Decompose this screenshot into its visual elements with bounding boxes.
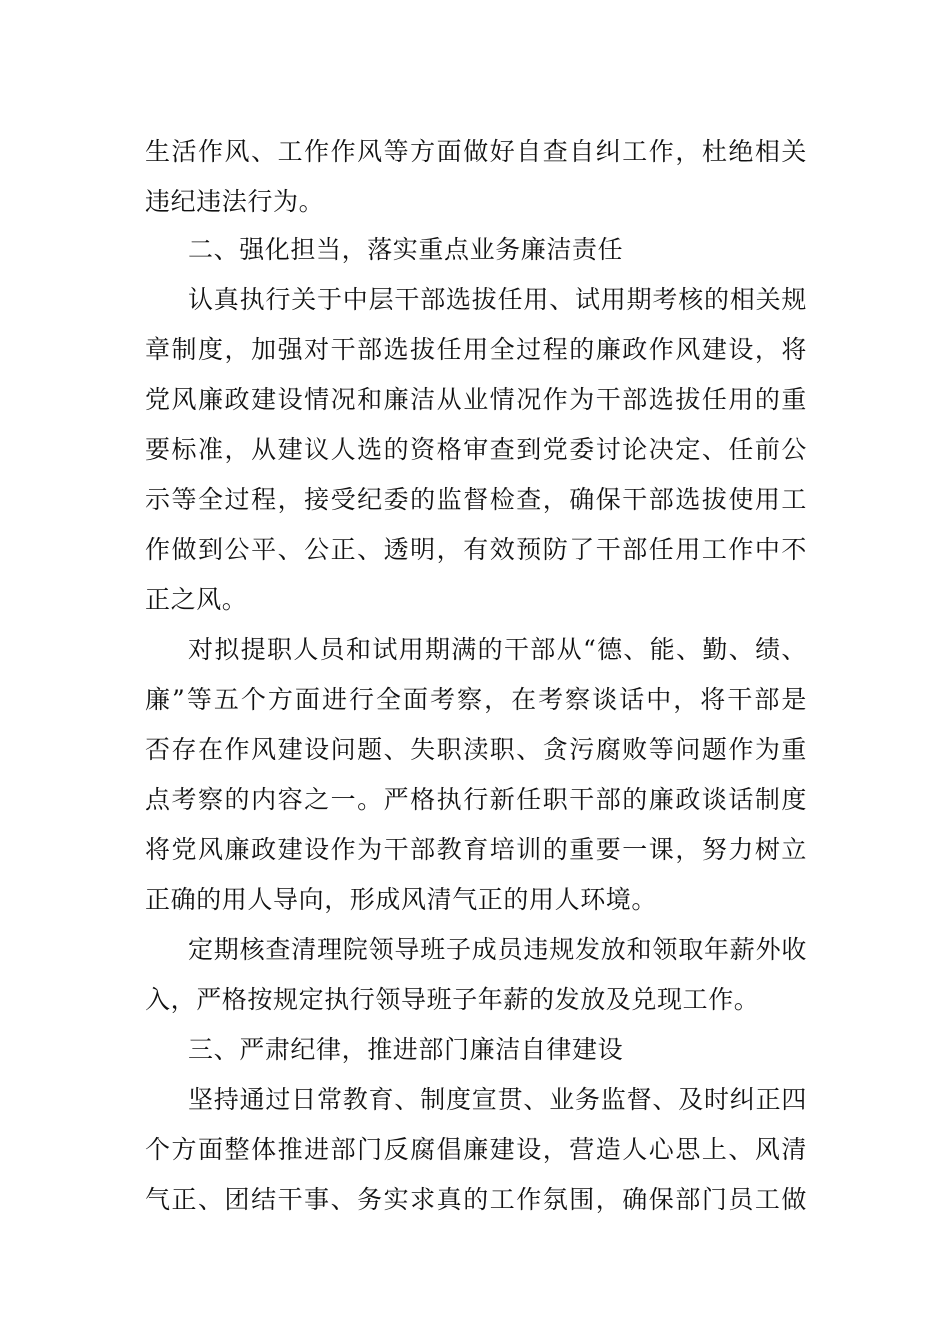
text-line: 气正、团结干事、务实求真的工作氛围，确保部门员工做 (145, 1185, 807, 1214)
section-heading: 三、严肃纪律，推进部门廉洁自律建设 (188, 1035, 624, 1064)
text-line: 对拟提职人员和试用期满的干部从“德、能、勤、绩、 (188, 635, 807, 664)
text-line: 正之风。 (145, 585, 248, 614)
text-line: 将党风廉政建设作为干部教育培训的重要一课，努力树立 (145, 835, 807, 864)
text-line: 否存在作风建设问题、失职渎职、贪污腐败等问题作为重 (145, 735, 807, 764)
text-line: 生活作风、工作作风等方面做好自查自纠工作，杜绝相关 (145, 137, 807, 166)
text-line: 违纪违法行为。 (145, 187, 325, 216)
text-line: 廉”等五个方面进行全面考察，在考察谈话中，将干部是 (145, 685, 807, 714)
text-line: 党风廉政建设情况和廉洁从业情况作为干部选拔任用的重 (145, 385, 807, 414)
text-line: 定期核查清理院领导班子成员违规发放和领取年薪外收 (188, 935, 807, 964)
text-line: 正确的用人导向，形成风清气正的用人环境。 (145, 885, 658, 914)
text-line: 入，严格按规定执行领导班子年薪的发放及兑现工作。 (145, 985, 760, 1014)
section-heading: 二、强化担当，落实重点业务廉洁责任 (188, 235, 624, 264)
text-line: 要标准，从建议人选的资格审查到党委讨论决定、任前公 (145, 435, 807, 464)
text-line: 个方面整体推进部门反腐倡廉建设，营造人心思上、风清 (145, 1135, 807, 1164)
text-line: 示等全过程，接受纪委的监督检查，确保干部选拔使用工 (145, 485, 807, 514)
text-line: 认真执行关于中层干部选拔任用、试用期考核的相关规 (188, 285, 807, 314)
text-line: 作做到公平、公正、透明，有效预防了干部任用工作中不 (145, 535, 807, 564)
text-line: 章制度，加强对干部选拔任用全过程的廉政作风建设，将 (145, 335, 807, 364)
text-line: 坚持通过日常教育、制度宣贯、业务监督、及时纠正四 (188, 1085, 807, 1114)
text-line: 点考察的内容之一。严格执行新任职干部的廉政谈话制度 (145, 785, 807, 814)
